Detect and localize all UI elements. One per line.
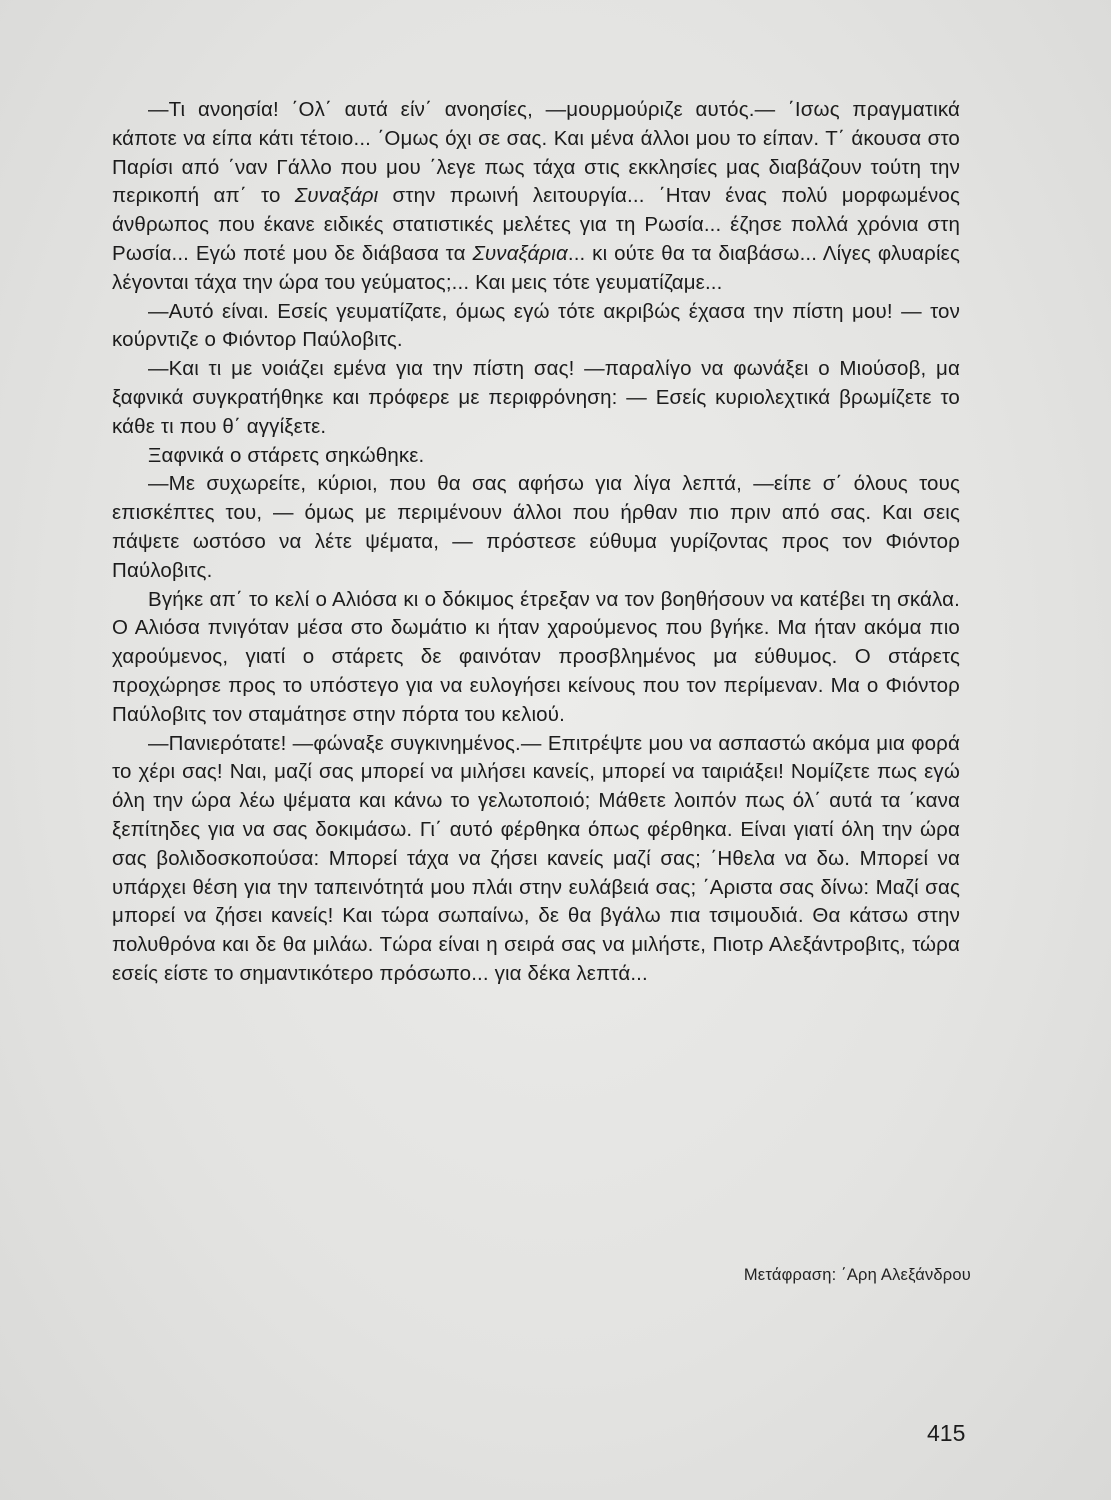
paragraph-7: —Πανιερότατε! —φώναξε συγκινημένος.— Επιτρέψτε μου να ασπαστώ ακόμα μια φορά το χέρι σας! Ναι, μαζί σας μπορεί να μιλήσει κανείς, μπορεί να ταιριάξει! Νομίζετε πως εγώ όλη την ώρα λέω ψέματα και κάνω το γελωτοποιό; Μάθετε λοιπόν πως όλ΄ αυτά τα ΄κανα ξεπίτηδες για να σας δοκιμάσω. Γι΄ αυτό φέρθηκα όπως φέρθηκα. Είναι γιατί όλη την ώρα σας βολιδοσκοπούσα: Μπορεί τάχα να ζήσει κανείς μαζί σας; ΄Ηθελα να δω. Μπορεί να υπάρχει θέση για την ταπεινότητά μου πλάι στην ευλάβειά σας; ΄Αριστα σας δίνω: Μαζί σας μπορεί να ζήσει κανείς! Και τώρα σωπαίνω, δε θα βγάλω πια τσιμουδιά. Θα κάτσω στην πολυθρόνα και δε θα μιλάω. Τώρα είναι η σειρά σας να μιλήστε, Πιοτρ Αλεξάντροβιτς, τώρα εσείς είστε το σημαντικότερο πρόσωπο... για δέκα λεπτά... (112, 731, 960, 985)
italic-title-synaxaria: Συναξάρια (472, 241, 568, 265)
page-number: 415 (927, 1420, 966, 1446)
paragraph-5: —Με συχωρείτε, κύριοι, που θα σας αφήσω για λίγα λεπτά, —είπε σ΄ όλους τους επισκέπτες του, — όμως με περιμένουν άλλοι που ήρθαν πιο πριν από σας. Και σεις πάψετε ωστόσο να λέτε ψέματα, — πρόστεσε εύθυμα γυρίζοντας προς τον Φιόντορ Παύλοβιτς. (112, 472, 960, 582)
paragraph-1 (112, 96, 960, 298)
body-text (112, 96, 960, 989)
paragraph-3: —Και τι με νοιάζει εμένα για την πίστη σας! —παραλίγο να φωνάξει ο Μιούσοβ, μα ξαφνικά συγκρατήθηκε και πρόφερε με περιφρόνηση: — Εσείς κυριολεχτικά βρωμίζετε το κάθε τι που θ΄ αγγίξετε. (112, 357, 960, 438)
translator-credit: Μετάφραση: ΄Αρη Αλεξάνδρου (743, 1266, 971, 1284)
paragraph-4: Ξαφνικά ο στάρετς σηκώθηκε. (148, 443, 425, 467)
paragraph-1-part-c: στην πρωινή λειτουργία... ΄Ηταν ένας πολύ μορφωμένος άνθρωπος που έκανε ειδικές στατιστικές μελέτες για τη Ρωσία... έζησε πολλά χρόνια στη Ρωσία... Εγώ ποτέ μου δε διάβασα τα (112, 184, 961, 265)
paragraph-1-part-a: —Τι ανοησία! ΄Ολ΄ αυτά είν΄ ανοησίες, —μουρμούριζε αυτός.— ΄Ισως πραγματικά κάποτε να είπα κάτι τέτοιο... ΄Ομως όχι σε σας. Και μένα άλλοι μου το είπαν. Τ΄ άκουσα στο Παρίσι από ΄ναν Γάλλο που μου ΄λεγε πως τάχα στις εκκλησίες μας διαβάζουν τούτη την περικοπή απ΄ το (112, 98, 960, 208)
paragraph-1-part-e: ... κι ούτε θα τα διαβάσω... Λίγες φλυαρίες λέγονται τάχα την ώρα του γεύματος;... Και μεις τότε γευματίζαμε... (112, 241, 960, 294)
paragraph-2: —Αυτό είναι. Εσείς γευματίζατε, όμως εγώ τότε ακριβώς έχασα την πίστη μου! — τον κούρντιζε ο Φιόντορ Παύλοβιτς. (112, 299, 960, 352)
italic-title-synaxari: Συναξάρι (294, 184, 379, 208)
paragraph-6: Βγήκε απ΄ το κελί ο Αλιόσα κι ο δόκιμος έτρεξαν να τον βοηθήσουν να κατέβει τη σκάλα. Ο Αλιόσα πνιγόταν μέσα στο δωμάτιο κι ήταν χαρούμενος που βγήκε. Μα ήταν ακόμα πιο χαρούμενος, γιατί ο στάρετς δε φαινόταν προσβλημένος μα εύθυμος. Ο στάρετς προχώρησε προς το υπόστεγο για να ευλογήσει κείνους που τον περίμεναν. Μα ο Φιόντορ Παύλοβιτς τον σταμάτησε στην πόρτα του κελιού. (112, 587, 960, 726)
